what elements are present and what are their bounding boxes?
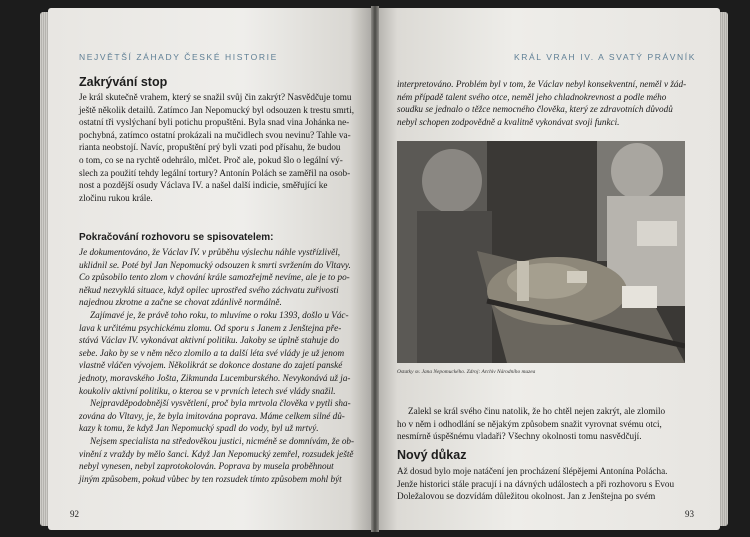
text-line: jiným způsobem, pokud vůbec by ten rozsudek tímto způsobem mohl být: [79, 473, 342, 484]
text-line: soudku se jednalo o těžce nemocného člověka, který ze zdravotních důvodů: [397, 104, 673, 115]
text-line: lava k určitému psychickému zlomu. Od sporu s Janem z Jenštejna pře-: [79, 322, 342, 333]
text-line: Jenže historici stále pracují i na dávných událostech a při rozhovoru s Evou: [397, 478, 675, 489]
text-line: nebyl vynesen, nebyl zaprotokolován. Poprava by musela proběhnout: [79, 461, 334, 472]
left-page-number: 92: [70, 509, 79, 519]
text-line: Co způsobilo tento zlom v chování krále samozřejmě nevíme, ale je to po-: [79, 272, 350, 283]
text-line: ho v něm i odhodlání se nějakým způsobem snažit vyrovnat svému otci,: [397, 418, 662, 429]
text-line: rianta neobstojí. Navíc, propuštění prý byli vzati pod přísahu, že budou: [79, 142, 341, 153]
text-line: Nejsem specialista na středověkou justici, nicméně se domnívám, že ob-: [90, 435, 355, 446]
photo-caption: Ostatky sv. Jana Nepomuckého. Zdroj: Archiv Národního muzea: [397, 369, 536, 375]
text-line: nost a pozdější osudy Václava IV. a našel další indicie, směřující ke: [79, 180, 328, 191]
right-page-number: 93: [685, 509, 694, 519]
text-line: uklidnil se. Poté byl Jan Nepomucký odsouzen k smrti svržením do Vltavy.: [79, 259, 351, 270]
text-line: ostatní tři vyslýchaní byli potichu propuštěni. Byla snad vina Johánka ne-: [79, 117, 350, 128]
text-line: nebyl schopen zodpovědně a kvalitně vykonávat svoji funkci.: [397, 116, 620, 127]
section1-body: [79, 91, 366, 204]
text-line: ném případě talent svého otce, neměl jeho chladnokrevnost a podle mého: [397, 91, 667, 102]
right-page: [377, 8, 720, 530]
text-line: interpretováno. Problém byl v tom, že Václav nebyl konsekventní, neměl v žád-: [397, 79, 687, 89]
left-running-head: NEJVĚTŠÍ ZÁHADY ČESKÉ HISTORIE: [79, 52, 278, 62]
right-bottom-paragraph: [397, 465, 687, 503]
text-line: někud nezvyklá situace, když opilec uprostřed svého záchvatu zuřivosti: [79, 284, 339, 295]
text-line: Je král skutečně vrahem, který se snažil svůj čin zakrýt? Nasvědčuje tomu: [79, 92, 352, 102]
text-line: sebe. Jako by se v něm něco zlomilo a ta další léta své vlády je už jenom: [79, 347, 345, 358]
right-middle-paragraph: [397, 405, 687, 443]
text-line: najednou zkrotne a začne se chovat zdánlivě normálně.: [79, 297, 282, 308]
text-line: pochybná, zatímco ostatní prokázali na mučidlech svou nevinu? Tahle va-: [79, 129, 351, 140]
right-running-head: KRÁL VRAH IV. A SVATÝ PRÁVNÍK: [514, 52, 696, 62]
text-line: slech za použití tehdy legální tortury? Antonín Polách se zaměřil na osob-: [79, 167, 351, 178]
text-line: nesmírně úspěšnému vladaři? Všechny okolnosti tomu nasvědčují.: [397, 431, 642, 442]
text-line: Je dokumentováno, že Václav IV. v průběhu výslechu náhle vystřízlivěl,: [79, 247, 341, 257]
text-line: koukoliv aktivní politiku, o kterou se v prvních letech své vlády snažil.: [79, 385, 336, 396]
text-line: Nejpravděpodobnější vysvětlení, proč byla mrtvola člověka v pytli sha-: [90, 398, 351, 409]
text-line: Až dosud bylo moje natáčení jen procházení šlépějemi Antonína Polácha.: [397, 466, 668, 476]
text-line: zločinu rukou krále.: [79, 192, 153, 203]
text-line: vlastně vláčen vývojem. Několikrát se dokonce dostane do zajetí panské: [79, 360, 343, 371]
section-title-novy-dukaz: Nový důkaz: [397, 448, 467, 462]
right-top-paragraph: [397, 78, 687, 128]
right-page-edge: [719, 12, 728, 526]
text-line: Zajímavé je, že právě toho roku, to mluvíme o roku 1393, došlo u Vác-: [90, 309, 349, 320]
text-line: Doležalovou se dozvídám důležitou okolnost. Jan z Jenštejna po svém: [397, 491, 656, 502]
photo-saint-remains: [397, 141, 685, 363]
text-line: zována do Vltavy, je, že byla imitována popravа. Máme celkem silné dů-: [79, 410, 345, 421]
photo-illustration: [397, 141, 685, 363]
text-line: o tom, co se na rychtě odehrálo, mlčet. Proč ale, pokud šlo o legální vý-: [79, 154, 343, 165]
text-line: kazy k tomu, že když Jan Nepomucký spadl do vody, byl už mrtvý.: [79, 423, 319, 434]
section-title-zakryvani-stop: Zakrývání stop: [79, 75, 168, 89]
section2-body: [79, 246, 366, 485]
book-gutter: [371, 6, 379, 532]
text-line: jednoty, moravského Jošta, Zikmunda Lucemburského. Nevykonává už ja-: [79, 372, 351, 383]
text-line: vinění z vraždy by mělo šanci. Když Jan Nepomucký zemřel, rozsudek ještě: [79, 448, 354, 459]
text-line: Zalekl se král svého činu natolik, že ho chtěl nejen zakrýt, ale zlomilo: [408, 406, 666, 416]
section-title-pokracovani: Pokračování rozhovoru se spisovatelem:: [79, 232, 274, 243]
text-line: ještě několik detailů. Zatímco Jan Nepomucký byl odsouzen k trestu smrti,: [79, 104, 355, 115]
left-page: [48, 8, 373, 530]
text-line: stává Václav IV. vykonávat aktivní politiku. Jakoby se úplně stahuje do: [79, 335, 340, 346]
